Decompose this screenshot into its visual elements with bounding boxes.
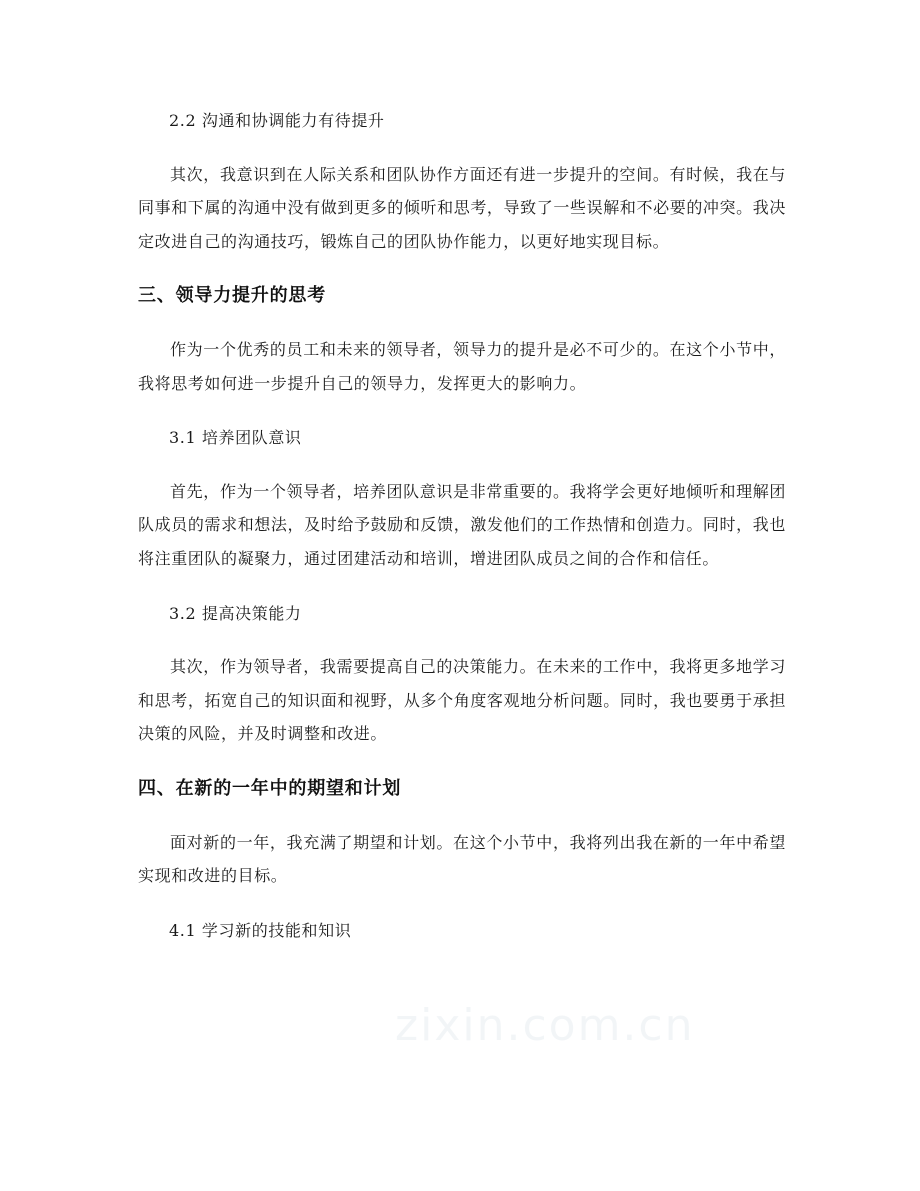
paragraph-4: 面对新的一年，我充满了期望和计划。在这个小节中，我将列出我在新的一年中希望实现和改进的目标。 bbox=[138, 832, 786, 886]
subheading-3-2: 3.2 提高决策能力 bbox=[169, 603, 302, 623]
document-body bbox=[138, 104, 786, 967]
subheading-4-1: 4.1 学习新的技能和知识 bbox=[169, 920, 352, 940]
section-heading-4: 四、在新的一年中的期望和计划 bbox=[138, 777, 402, 799]
subheading-2-2: 2.2 沟通和协调能力有待提升 bbox=[169, 111, 385, 130]
paragraph-2-2: 其次，我意识到在人际关系和团队协作方面还有进一步提升的空间。有时候，我在与同事和下属的沟通中没有做到更多的倾听和思考，导致了一些误解和不必要的冲突。我决定改进自己的沟通技巧，锻炼自己的团队协作能力，以更好地实现目标。 bbox=[138, 164, 786, 251]
watermark-logo: zixin.com.cn bbox=[395, 1000, 695, 1051]
paragraph-3: 作为一个优秀的员工和未来的领导者，领导力的提升是必不可少的。在这个小节中，我将思考如何进一步提升自己的领导力，发挥更大的影响力。 bbox=[138, 339, 786, 393]
section-heading-3: 三、领导力提升的思考 bbox=[138, 285, 326, 307]
paragraph-3-2: 其次，作为领导者，我需要提高自己的决策能力。在未来的工作中，我将更多地学习和思考，拓宽自己的知识面和视野，从多个角度客观地分析问题。同时，我也要勇于承担决策的风险，并及时调整和改进。 bbox=[138, 657, 786, 744]
subheading-3-1: 3.1 培养团队意识 bbox=[169, 428, 302, 448]
paragraph-3-1: 首先，作为一个领导者，培养团队意识是非常重要的。我将学会更好地倾听和理解团队成员的需求和想法，及时给予鼓励和反馈，激发他们的工作热情和创造力。同时，我也将注重团队的凝聚力，通过团建活动和培训，增进团队成员之间的合作和信任。 bbox=[138, 481, 786, 568]
